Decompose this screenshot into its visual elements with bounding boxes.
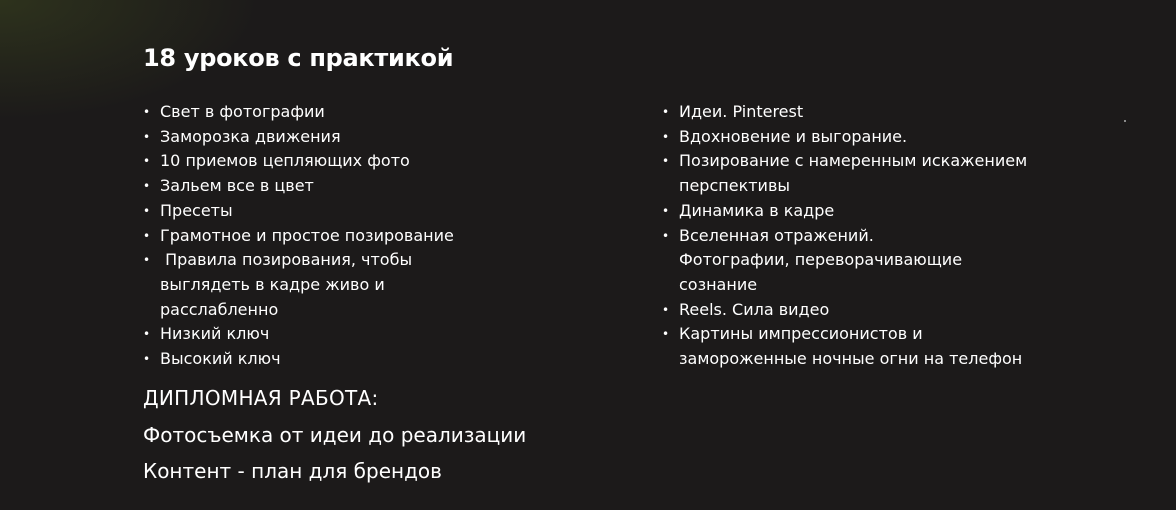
lesson-item: • Заморозка движения: [143, 125, 583, 150]
lesson-item: • Грамотное и простое позирование: [143, 224, 583, 249]
lesson-item: • Картины импрессионистов и замороженные ночные огни на телефон: [662, 322, 1024, 371]
lesson-item: • Свет в фотографии: [143, 100, 583, 125]
lesson-item: • Идеи. Pinterest: [662, 100, 1082, 125]
diploma-block: [143, 380, 743, 490]
section-title: 18 уроков с практикой: [143, 44, 454, 72]
lesson-item: • Зальем все в цвет: [143, 174, 583, 199]
lesson-item: • Reels. Сила видео: [662, 298, 1082, 323]
lesson-item: • Низкий ключ: [143, 322, 583, 347]
diploma-line: Фотосъемка от идеи до реализации: [143, 422, 527, 447]
diploma-line: Контент - план для брендов: [143, 459, 442, 483]
lesson-item: • Пресеты: [143, 199, 583, 224]
lesson-item: • Высокий ключ: [143, 347, 583, 372]
lessons-list-right: [662, 100, 1082, 372]
lesson-item: • Правила позирования, чтобы выглядеть в кадре живо и расслабленно: [143, 248, 495, 322]
lesson-item: • Вселенная отражений. Фотографии, переворачивающие сознание: [662, 224, 989, 298]
diploma-heading: ДИПЛОМНАЯ РАБОТА:: [143, 386, 379, 410]
lesson-item: • Вдохновение и выгорание.: [662, 125, 1082, 150]
decorative-dot: [1124, 120, 1126, 122]
lesson-item: • 10 приемов цепляющих фото: [143, 149, 583, 174]
lessons-list-left: [143, 100, 583, 372]
lesson-item: • Позирование с намеренным искажением перспективы: [662, 149, 1029, 198]
lesson-item: • Динамика в кадре: [662, 199, 1082, 224]
